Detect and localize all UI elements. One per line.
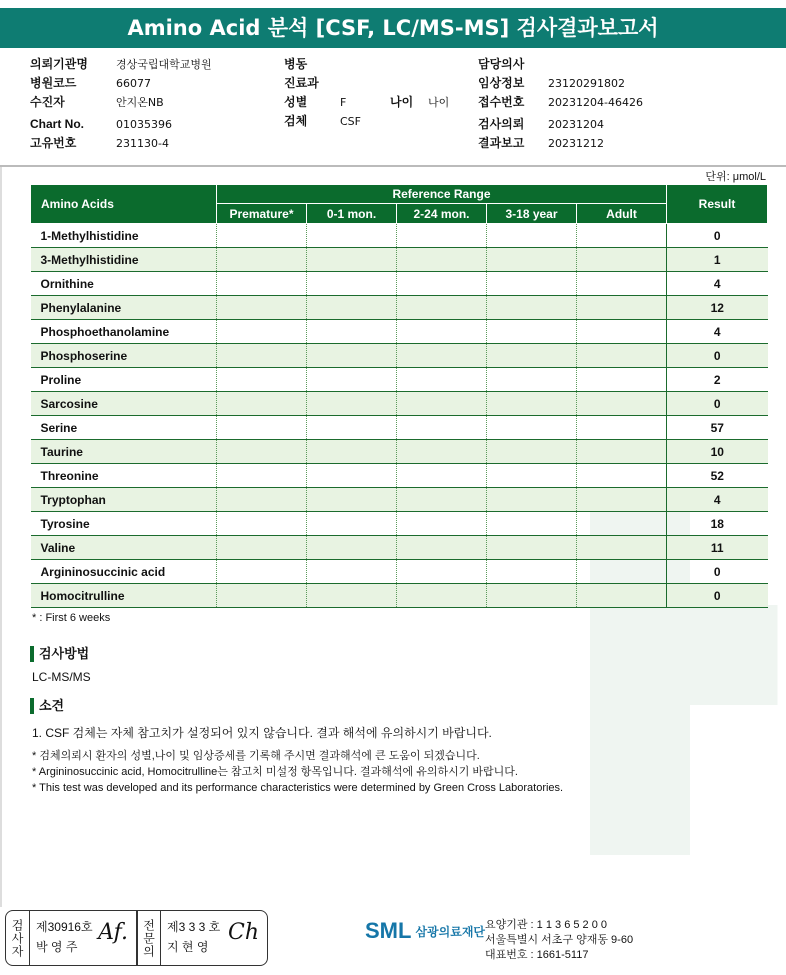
table-row	[31, 368, 768, 392]
doctor-signature-icon: Ch	[227, 920, 259, 945]
result-value: 2	[667, 368, 768, 392]
examiner-signature-icon: Af.	[98, 920, 128, 945]
reference-cell	[577, 272, 667, 296]
method-text: LC-MS/MS	[32, 670, 91, 684]
amino-acid-name: Tyrosine	[31, 512, 217, 536]
info-col1	[30, 55, 212, 153]
result-value: 4	[667, 320, 768, 344]
amino-acid-name: Threonine	[31, 464, 217, 488]
org-address-line: 서울특별시 서초구 양재동 9-60	[485, 934, 634, 946]
result-value: 0	[667, 344, 768, 368]
info-value: 20231204-46426	[548, 96, 643, 109]
table-row	[31, 272, 768, 296]
info-col2	[284, 55, 361, 131]
info-value: 20231212	[548, 137, 604, 150]
reference-cell	[397, 488, 487, 512]
reference-cell	[397, 320, 487, 344]
amino-acid-name: Sarcosine	[31, 392, 217, 416]
reference-cell	[487, 344, 577, 368]
report-title: Amino Acid 분석 [CSF, LC/MS-MS] 검사결과보고서	[0, 8, 786, 48]
amino-acid-name: Argininosuccinic acid	[31, 560, 217, 584]
org-code: 요양기관 : 1 1 3 6 5 2 0 0	[485, 919, 608, 931]
reference-cell	[487, 392, 577, 416]
reference-cell	[397, 464, 487, 488]
header-range-col: 0-1 mon.	[307, 204, 397, 224]
examiner-block	[30, 911, 137, 965]
amino-acid-name: Tryptophan	[31, 488, 217, 512]
org-phone: 대표번호 : 1661-5117	[485, 949, 589, 961]
reference-cell	[307, 296, 397, 320]
reference-cell	[397, 560, 487, 584]
reference-cell	[217, 512, 307, 536]
reference-cell	[487, 464, 577, 488]
amino-acid-name: Phosphoserine	[31, 344, 217, 368]
amino-acid-name: Ornithine	[31, 272, 217, 296]
age-value: 나이	[428, 96, 450, 109]
reference-cell	[397, 224, 487, 248]
doctor-license: 제3 3 3 호	[167, 920, 221, 934]
header-range-col: Premature*	[217, 204, 307, 224]
info-label: 병원코드	[30, 76, 77, 90]
info-value: 66077	[116, 77, 151, 90]
reference-cell	[397, 248, 487, 272]
reference-cell	[307, 488, 397, 512]
table-row	[31, 560, 768, 584]
reference-cell	[397, 584, 487, 608]
table-row	[31, 344, 768, 368]
info-row	[478, 115, 643, 134]
reference-cell	[307, 512, 397, 536]
reference-cell	[217, 584, 307, 608]
info-label: 임상정보	[478, 76, 525, 90]
logo-mark: SML	[365, 918, 412, 943]
doctor-role: 전문의	[137, 911, 161, 965]
reference-cell	[307, 248, 397, 272]
reference-cell	[487, 560, 577, 584]
reference-cell	[217, 296, 307, 320]
reference-cell	[487, 368, 577, 392]
reference-cell	[307, 224, 397, 248]
result-value: 1	[667, 248, 768, 272]
reference-cell	[487, 272, 577, 296]
reference-cell	[307, 344, 397, 368]
reference-cell	[307, 440, 397, 464]
info-row	[30, 55, 212, 74]
reference-cell	[307, 584, 397, 608]
header-range-col: 2-24 mon.	[397, 204, 487, 224]
info-row	[30, 134, 212, 153]
info-value: F	[340, 96, 347, 109]
reference-cell	[217, 392, 307, 416]
result-value: 0	[667, 224, 768, 248]
reference-cell	[307, 320, 397, 344]
info-row	[478, 93, 643, 112]
reference-cell	[577, 560, 667, 584]
reference-cell	[397, 296, 487, 320]
reference-cell	[397, 440, 487, 464]
reference-cell	[487, 248, 577, 272]
table-row	[31, 248, 768, 272]
reference-cell	[577, 224, 667, 248]
org-address	[485, 918, 633, 963]
table-row	[31, 296, 768, 320]
reference-cell	[577, 344, 667, 368]
amino-acid-name: 3-Methylhistidine	[31, 248, 217, 272]
reference-cell	[577, 248, 667, 272]
reference-cell	[577, 368, 667, 392]
amino-acid-name: Homocitrulline	[31, 584, 217, 608]
amino-acid-name: Phenylalanine	[31, 296, 217, 320]
reference-cell	[487, 440, 577, 464]
table-row	[31, 464, 768, 488]
reference-cell	[307, 464, 397, 488]
note-item: * 검체의뢰시 환자의 성별,나이 및 임상증세를 기록해 주시면 결과해석에 큰 도움이 되겠습니다.	[32, 750, 480, 762]
info-row	[478, 134, 643, 153]
reference-cell	[577, 512, 667, 536]
reference-cell	[487, 536, 577, 560]
result-value: 10	[667, 440, 768, 464]
reference-cell	[217, 320, 307, 344]
reference-cell	[307, 536, 397, 560]
amino-acid-name: Phosphoethanolamine	[31, 320, 217, 344]
info-row	[30, 93, 212, 112]
info-value: 안지온NB	[116, 96, 164, 109]
page-border	[0, 167, 2, 907]
examiner-role: 검사자	[6, 911, 30, 965]
examiner-name: 박 영 주	[36, 940, 78, 954]
amino-acid-name: 1-Methylhistidine	[31, 224, 217, 248]
info-label: 의뢰기관명	[30, 57, 88, 71]
reference-cell	[487, 224, 577, 248]
table-row	[31, 392, 768, 416]
table-row	[31, 416, 768, 440]
table-row	[31, 536, 768, 560]
info-label: 수진자	[30, 95, 65, 109]
info-row	[284, 93, 361, 112]
reference-cell	[487, 584, 577, 608]
signature-box	[5, 910, 268, 966]
reference-cell	[397, 536, 487, 560]
reference-cell	[217, 536, 307, 560]
info-label: 검체	[284, 114, 308, 128]
result-value: 52	[667, 464, 768, 488]
note-item: * Argininosuccinic acid, Homocitrulline는 참고치 미설정 항목입니다. 결과해석에 유의하시기 바랍니다.	[32, 766, 518, 778]
examiner-license: 제30916호	[36, 920, 93, 934]
reference-cell	[397, 512, 487, 536]
info-value: 20231204	[548, 118, 604, 131]
reference-cell	[307, 272, 397, 296]
result-value: 0	[667, 584, 768, 608]
org-name: 삼광의료재단	[415, 924, 486, 939]
note-item: * This test was developed and its performance characteristics were determined by Green Cross Laboratories.	[32, 782, 564, 794]
info-row	[30, 74, 212, 93]
result-value: 11	[667, 536, 768, 560]
opinion-heading: 소견	[30, 698, 64, 714]
result-value: 57	[667, 416, 768, 440]
amino-acid-name: Serine	[31, 416, 217, 440]
table-row	[31, 488, 768, 512]
reference-cell	[217, 368, 307, 392]
reference-cell	[397, 416, 487, 440]
info-label: 접수번호	[478, 95, 525, 109]
reference-cell	[307, 416, 397, 440]
result-value: 4	[667, 488, 768, 512]
result-value: 12	[667, 296, 768, 320]
table-row	[31, 440, 768, 464]
result-value: 18	[667, 512, 768, 536]
reference-cell	[577, 536, 667, 560]
info-col3	[478, 55, 643, 153]
reference-cell	[217, 464, 307, 488]
notes-list	[32, 748, 563, 796]
header-range-col: 3-18 year	[487, 204, 577, 224]
reference-cell	[217, 488, 307, 512]
org-logo	[365, 918, 485, 944]
reference-cell	[397, 368, 487, 392]
reference-cell	[487, 512, 577, 536]
reference-cell	[217, 416, 307, 440]
reference-cell	[397, 344, 487, 368]
info-row	[478, 55, 643, 74]
reference-cell	[487, 296, 577, 320]
info-row	[284, 112, 361, 131]
info-row	[478, 74, 643, 93]
method-heading: 검사방법	[30, 646, 89, 662]
header-range-col: Adult	[577, 204, 667, 224]
table-row	[31, 320, 768, 344]
info-value: 경상국립대학교병원	[116, 58, 212, 71]
info-row	[284, 74, 361, 93]
reference-cell	[217, 560, 307, 584]
header-result: Result	[667, 185, 768, 224]
reference-cell	[217, 248, 307, 272]
reference-cell	[307, 560, 397, 584]
reference-cell	[577, 584, 667, 608]
reference-cell	[307, 368, 397, 392]
result-value: 0	[667, 392, 768, 416]
info-label: 성별	[284, 95, 308, 109]
doctor-name: 지 현 영	[167, 940, 209, 954]
opinion-text: 1. CSF 검체는 자체 참고치가 설정되어 있지 않습니다. 결과 해석에 유의하시기 바랍니다.	[32, 726, 492, 740]
table-row	[31, 584, 768, 608]
reference-cell	[397, 392, 487, 416]
header-amino-acids: Amino Acids	[31, 185, 217, 224]
reference-cell	[487, 320, 577, 344]
info-row	[284, 55, 361, 74]
reference-cell	[217, 224, 307, 248]
results-table	[30, 184, 768, 608]
info-label: Chart No.	[30, 117, 84, 131]
age-label: 나이	[390, 95, 414, 109]
reference-cell	[577, 416, 667, 440]
reference-cell	[217, 272, 307, 296]
table-row	[31, 224, 768, 248]
reference-cell	[577, 320, 667, 344]
reference-cell	[577, 488, 667, 512]
info-row	[30, 115, 212, 134]
info-value: 01035396	[116, 118, 172, 131]
reference-cell	[577, 296, 667, 320]
info-label: 담당의사	[478, 57, 525, 71]
reference-cell	[307, 392, 397, 416]
info-label: 진료과	[284, 76, 319, 90]
info-value: CSF	[340, 115, 361, 128]
info-label: 고유번호	[30, 136, 77, 150]
amino-acid-name: Proline	[31, 368, 217, 392]
reference-cell	[577, 440, 667, 464]
divider	[0, 165, 786, 167]
reference-cell	[487, 416, 577, 440]
result-value: 4	[667, 272, 768, 296]
table-row	[31, 512, 768, 536]
age-field	[390, 93, 449, 112]
header-reference-range: Reference Range	[217, 185, 667, 204]
reference-cell	[487, 488, 577, 512]
reference-cell	[577, 464, 667, 488]
unit-label: 단위: μmol/L	[705, 171, 766, 183]
doctor-block	[161, 911, 267, 965]
info-label: 검사의뢰	[478, 117, 525, 131]
amino-acid-name: Taurine	[31, 440, 217, 464]
result-value: 0	[667, 560, 768, 584]
footnote: * : First 6 weeks	[32, 612, 111, 624]
reference-cell	[397, 272, 487, 296]
reference-cell	[577, 392, 667, 416]
reference-cell	[217, 440, 307, 464]
info-value: 23120291802	[548, 77, 625, 90]
info-value: 231130-4	[116, 137, 169, 150]
amino-acid-name: Valine	[31, 536, 217, 560]
reference-cell	[217, 344, 307, 368]
info-label: 병동	[284, 57, 308, 71]
info-label: 결과보고	[478, 136, 525, 150]
